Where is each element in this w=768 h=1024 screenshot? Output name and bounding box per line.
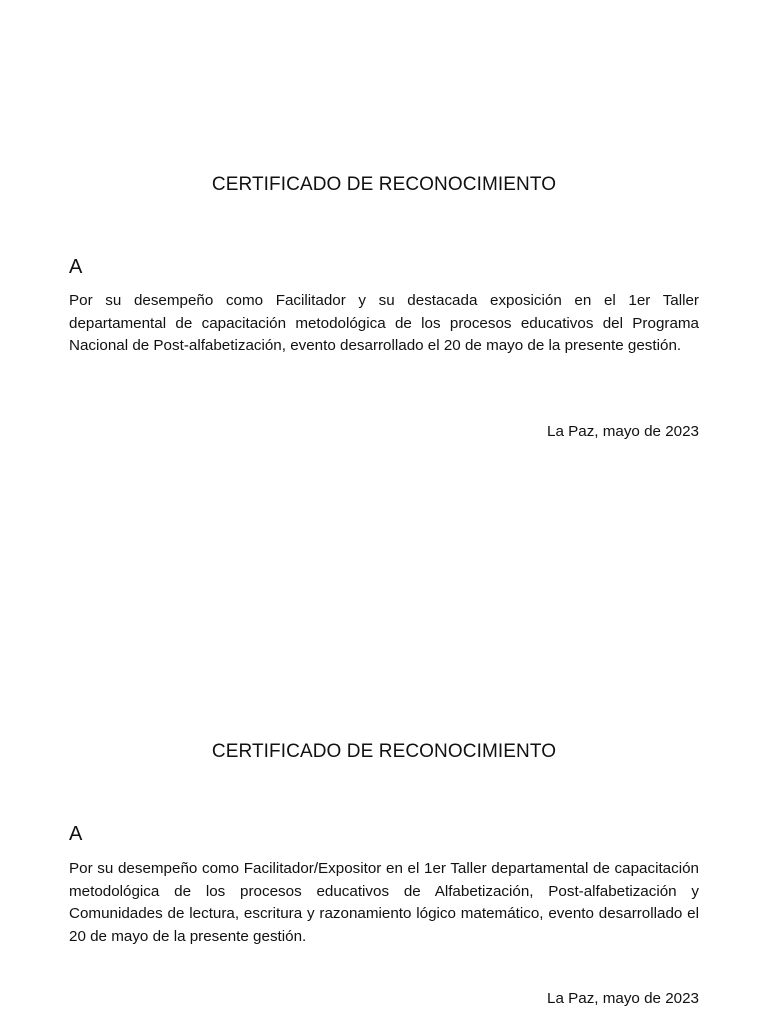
certificate-title: CERTIFICADO DE RECONOCIMIENTO: [211, 174, 557, 195]
certificate-body: Por su desempeño como Facilitador/Expositor en el 1er Taller departamental de capacitación metodológica de los procesos educativos de Alfabetización, Post-alfabetización y Comunidades de lectura, escritura y razonamiento lógico matemático, evento desarrollado el 20 de mayo de la presente gestión.: [69, 860, 699, 946]
certificate-body: Por su desempeño como Facilitador y su destacada exposición en el 1er Taller departamental de capacitación metodológica de los procesos educativos del Programa Nacional de Post-alfabetización, evento desarrollado el 20 de mayo de la presente gestión.: [69, 292, 699, 355]
recipient-label: A: [69, 256, 83, 278]
certificate-title: CERTIFICADO DE RECONOCIMIENTO: [211, 741, 557, 762]
place-date: La Paz, mayo de 2023: [547, 990, 699, 1007]
recipient-label: A: [69, 823, 83, 845]
place-date: La Paz, mayo de 2023: [547, 423, 699, 440]
